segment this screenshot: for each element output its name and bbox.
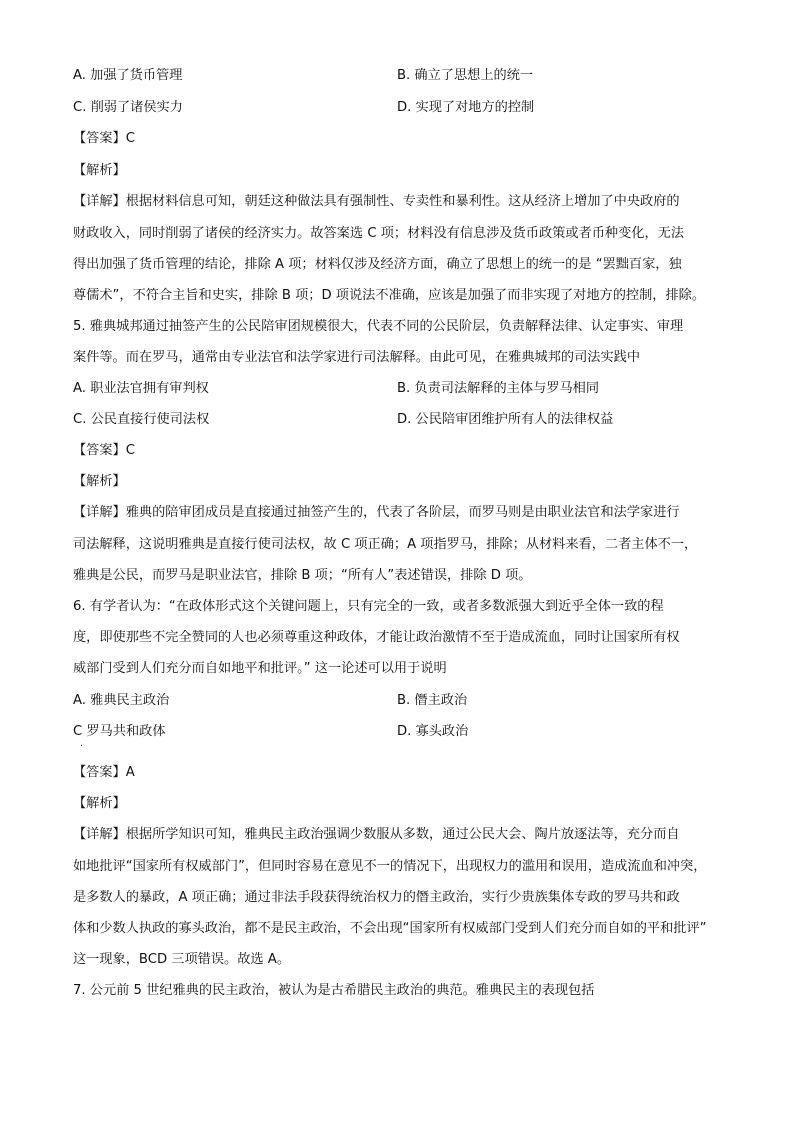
q6-analysis-label: 【解析】 <box>73 796 126 811</box>
stray-dot-mark: · <box>80 741 84 752</box>
q4-detail-line-4: 尊儒术”，不符合主旨和史实，排除 B 项；D 项说法不准确，应该是加强了而非实现了对地方的控制，排除。 <box>73 288 706 303</box>
q5-answer: 【答案】C <box>73 443 135 458</box>
q5-option-d: D. 公民陪审团维护所有人的法律权益 <box>397 412 614 427</box>
q4-option-a: A. 加强了货币管理 <box>73 68 183 83</box>
q6-stem-line-1: 6. 有学者认为：“在政体形式这个关键问题上，只有完全的一致，或者多数派强大到近乎全体一致的程 <box>73 599 664 614</box>
q5-detail-line-2: 司法解释，这说明雅典是直接行使司法权，故 C 项正确；A 项指罗马，排除；从材料来看，二者主体不一， <box>73 537 698 552</box>
q6-answer: 【答案】A <box>73 765 135 780</box>
q4-analysis-label: 【解析】 <box>73 163 126 178</box>
q6-option-d: D. 寡头政治 <box>397 724 469 739</box>
q4-detail-line-1: 【详解】根据材料信息可知，朝廷这种做法具有强制性、专卖性和暴利性。这从经济上增加了中央政府的 <box>73 194 680 209</box>
q7-stem-line-1: 7. 公元前 5 世纪雅典的民主政治，被认为是古希腊民主政治的典范。雅典民主的表现包括 <box>73 983 595 998</box>
q4-answer: 【答案】C <box>73 131 135 146</box>
q6-option-b: B. 僭主政治 <box>397 693 468 708</box>
q5-option-a: A. 职业法官拥有审判权 <box>73 381 209 396</box>
q6-stem-line-3: 威部门受到人们充分而自如地平和批评。” 这一论述可以用于说明 <box>73 661 447 676</box>
q6-detail-line-4: 体和少数人执政的寡头政治，都不是民主政治，不会出现“国家所有权威部门受到人们充分而自如的平和批评” <box>73 921 707 936</box>
q4-detail-line-3: 得出加强了货币管理的结论，排除 A 项；材料仅涉及经济方面，确立了思想上的统一的是 “罢黜百家，独 <box>73 257 682 272</box>
q5-stem-line-2: 案件等。而在罗马，通常由专业法官和法学家进行司法解释。由此可见，在雅典城邦的司法实践中 <box>73 350 641 365</box>
q4-option-b: B. 确立了思想上的统一 <box>397 68 534 83</box>
q6-detail-line-3: 是多数人的暴政，A 项正确；通过非法手段获得统治权力的僭主政治，实行少贵族集体专政的罗马共和政 <box>73 890 680 905</box>
q6-detail-line-1: 【详解】根据所学知识可知，雅典民主政治强调少数服从多数，通过公民大会、陶片放逐法等，充分而自 <box>73 827 680 842</box>
q6-option-c: C 罗马共和政体 <box>73 724 166 739</box>
q5-detail-line-3: 雅典是公民，而罗马是职业法官，排除 B 项；“所有人”表述错误，排除 D 项。 <box>73 568 532 583</box>
q5-option-b: B. 负责司法解释的主体与罗马相同 <box>397 381 600 396</box>
q6-option-a: A. 雅典民主政治 <box>73 693 170 708</box>
q4-option-c: C. 削弱了诸侯实力 <box>73 100 183 115</box>
q5-stem-line-1: 5. 雅典城邦通过抽签产生的公民陪审团规模很大，代表不同的公民阶层，负责解释法律、认定事实、审理 <box>73 319 684 334</box>
q5-detail-line-1: 【详解】雅典的陪审团成员是直接通过抽签产生的，代表了各阶层，而罗马则是由职业法官和法学家进行 <box>73 505 680 520</box>
q5-option-c: C. 公民直接行使司法权 <box>73 412 210 427</box>
q4-detail-line-2: 财政收入，同时削弱了诸侯的经济实力。故答案选 C 项；材料没有信息涉及货币政策或者币种变化，无法 <box>73 226 685 241</box>
q5-analysis-label: 【解析】 <box>73 474 126 489</box>
q4-option-d: D. 实现了对地方的控制 <box>397 100 535 115</box>
q6-detail-line-2: 如地批评“国家所有权威部门”，但同时容易在意见不一的情况下，出现权力的滥用和误用，造成流血和冲突， <box>73 859 707 874</box>
q6-stem-line-2: 度，即使那些不完全赞同的人也必须尊重这种政体，才能让政治激情不至于造成流血，同时让国家所有权 <box>73 630 680 645</box>
q6-detail-line-5: 这一现象，BCD 三项错误。故选 A。 <box>73 952 291 967</box>
